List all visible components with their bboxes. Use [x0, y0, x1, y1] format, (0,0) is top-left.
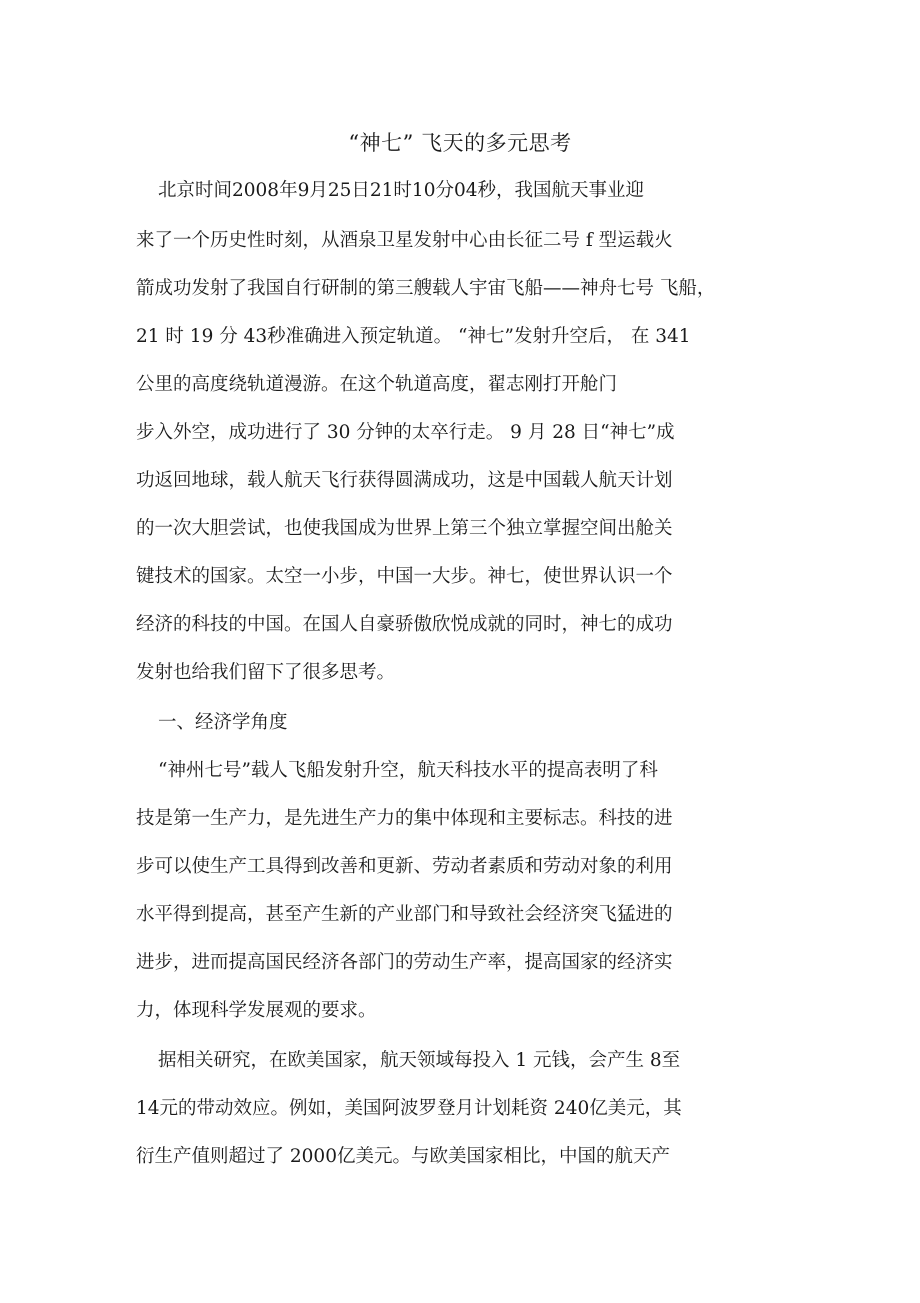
- paragraph-line: 进步，进而提高国民经济各部门的劳动生产率，提高国家的经济实: [136, 952, 673, 973]
- paragraph-line: 的一次大胆尝试，也使我国成为世界上第三个独立掌握空间出舱关: [136, 518, 673, 539]
- paragraph-line: 步可以使生产工具得到改善和更新、劳动者素质和劳动对象的利用: [136, 856, 673, 877]
- paragraph-line: 水平得到提高，甚至产生新的产业部门和导致社会经济突飞猛进的: [136, 904, 673, 925]
- paragraph-line: 功返回地球，载人航天飞行获得圆满成功，这是中国载人航天计划: [136, 470, 673, 491]
- paragraph-line: 公里的高度绕轨道漫游。在这个轨道高度，翟志刚打开舱门: [136, 374, 618, 395]
- paragraph-line: 键技术的国家。太空一小步，中国一大步。神七，使世界认识一个: [136, 566, 673, 587]
- paragraph-line: 箭成功发射了我国自行研制的第三艘载人宇宙飞船——神舟七号 飞船，: [136, 278, 716, 299]
- paragraph-line: “神州七号”载人飞船发射升空，航天科技水平的提高表明了科: [158, 760, 658, 781]
- paragraph-line: 来了一个历史性时刻，从酒泉卫星发射中心由长征二号 f 型运载火: [136, 230, 673, 251]
- paragraph-line: 据相关研究，在欧美国家，航天领域每投入 1 元钱，会产生 8至: [158, 1050, 681, 1071]
- paragraph-line: 北京时间2008年9月25日21时10分04秒，我国航天事业迎: [158, 180, 645, 201]
- document-title: “神七” 飞天的多元思考: [348, 131, 572, 155]
- paragraph-line: 21 时 19 分 43秒准确进入预定轨道。 “神七”发射升空后， 在 341: [136, 326, 691, 347]
- paragraph-line: 14元的带动效应。例如，美国阿波罗登月计划耗资 240亿美元，其: [136, 1098, 682, 1119]
- paragraph-line: 经济的科技的中国。在国人自豪骄傲欣悦成就的同时，神七的成功: [136, 614, 673, 635]
- paragraph-line: 技是第一生产力，是先进生产力的集中体现和主要标志。科技的进: [136, 808, 673, 829]
- paragraph-line: 步入外空，成功进行了 30 分钟的太卒行走。 9 月 28 日“神七”成: [136, 422, 675, 443]
- paragraph-line: 力，体现科学发展观的要求。: [136, 1000, 377, 1021]
- paragraph-line: 发射也给我们留下了很多思考。: [136, 662, 396, 683]
- section-heading: 一、经济学角度: [158, 712, 288, 733]
- paragraph-line: 衍生产值则超过了 2000亿美元。与欧美国家相比，中国的航天产: [136, 1146, 670, 1167]
